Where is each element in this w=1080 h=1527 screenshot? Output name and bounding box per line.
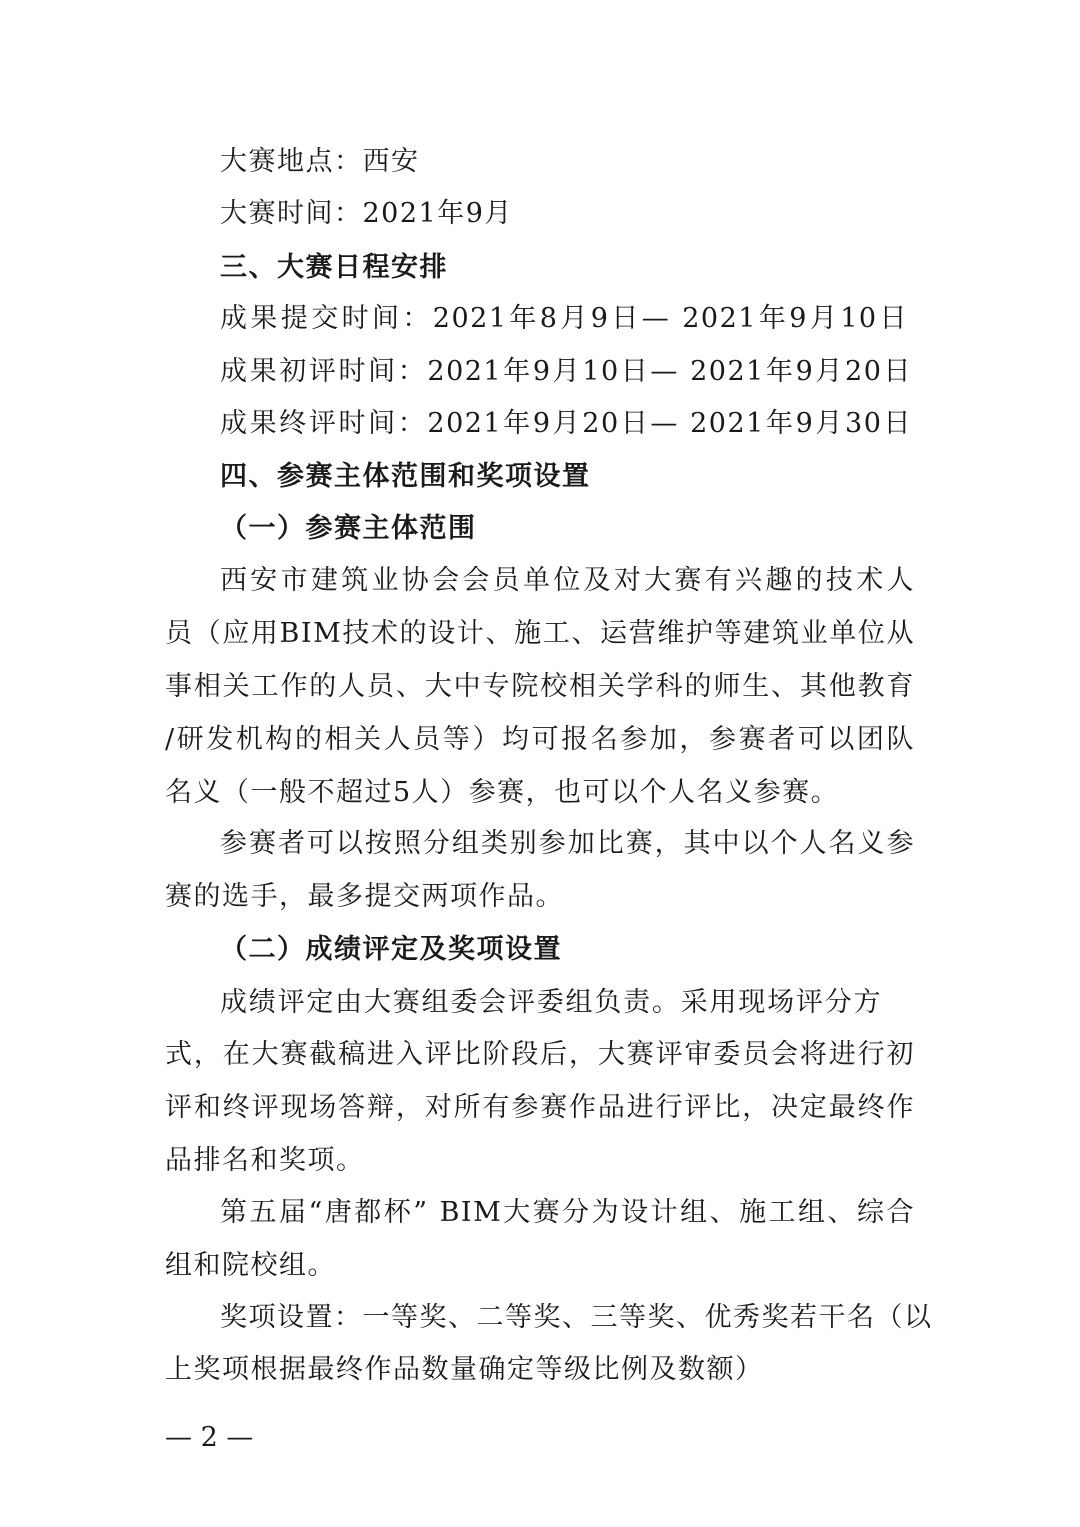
para-line: 员（应用BIM技术的设计、施工、运营维护等建筑业单位从 — [165, 618, 915, 649]
para-line: 品排名和奖项。 — [165, 1145, 365, 1176]
venue-line: 大赛地点：西安 — [220, 146, 420, 177]
para-line: 参赛者可以按照分组类别参加比赛，其中以个人名义参 — [220, 828, 915, 859]
para-line: 式，在大赛截稿进入评比阶段后，大赛评审委员会将进行初 — [165, 1039, 915, 1070]
para-line: 上奖项根据最终作品数量确定等级比例及数额） — [165, 1354, 764, 1385]
para-line: /研发机构的相关人员等）均可报名参加，参赛者可以团队 — [165, 724, 915, 755]
para-line: 第五届“唐都杯” BIM大赛分为设计组、施工组、综合 — [220, 1197, 915, 1228]
schedule-final: 成果终评时间：2021年9月20日— 2021年9月30日 — [220, 408, 912, 439]
para-line: 名义（一般不超过5人）参赛，也可以个人名义参赛。 — [165, 777, 840, 808]
para-line: 事相关工作的人员、大中专院校相关学科的师生、其他教育 — [165, 671, 915, 702]
para-line: 成绩评定由大赛组委会评委组负责。采用现场评分方 — [220, 987, 882, 1018]
para-line: 评和终评现场答辩，对所有参赛作品进行评比，决定最终作 — [165, 1092, 915, 1123]
page-number: — 2 — — [165, 1422, 254, 1453]
schedule-prelim: 成果初评时间：2021年9月10日— 2021年9月20日 — [220, 356, 912, 387]
subsection-heading-awards: （二）成绩评定及奖项设置 — [220, 934, 562, 965]
para-line: 奖项设置：一等奖、二等奖、三等奖、优秀奖若干名（以 — [220, 1302, 933, 1333]
para-line: 组和院校组。 — [165, 1250, 336, 1281]
section-heading-scope: 四、参赛主体范围和奖项设置 — [220, 461, 591, 492]
section-heading-schedule: 三、大赛日程安排 — [220, 252, 448, 283]
schedule-submit: 成果提交时间：2021年8月9日— 2021年9月10日 — [220, 303, 908, 334]
subsection-heading-participants: （一）参赛主体范围 — [220, 513, 477, 544]
time-line: 大赛时间：2021年9月 — [220, 198, 513, 229]
para-line: 赛的选手，最多提交两项作品。 — [165, 881, 564, 912]
para-line: 西安市建筑业协会会员单位及对大赛有兴趣的技术人 — [220, 565, 915, 596]
